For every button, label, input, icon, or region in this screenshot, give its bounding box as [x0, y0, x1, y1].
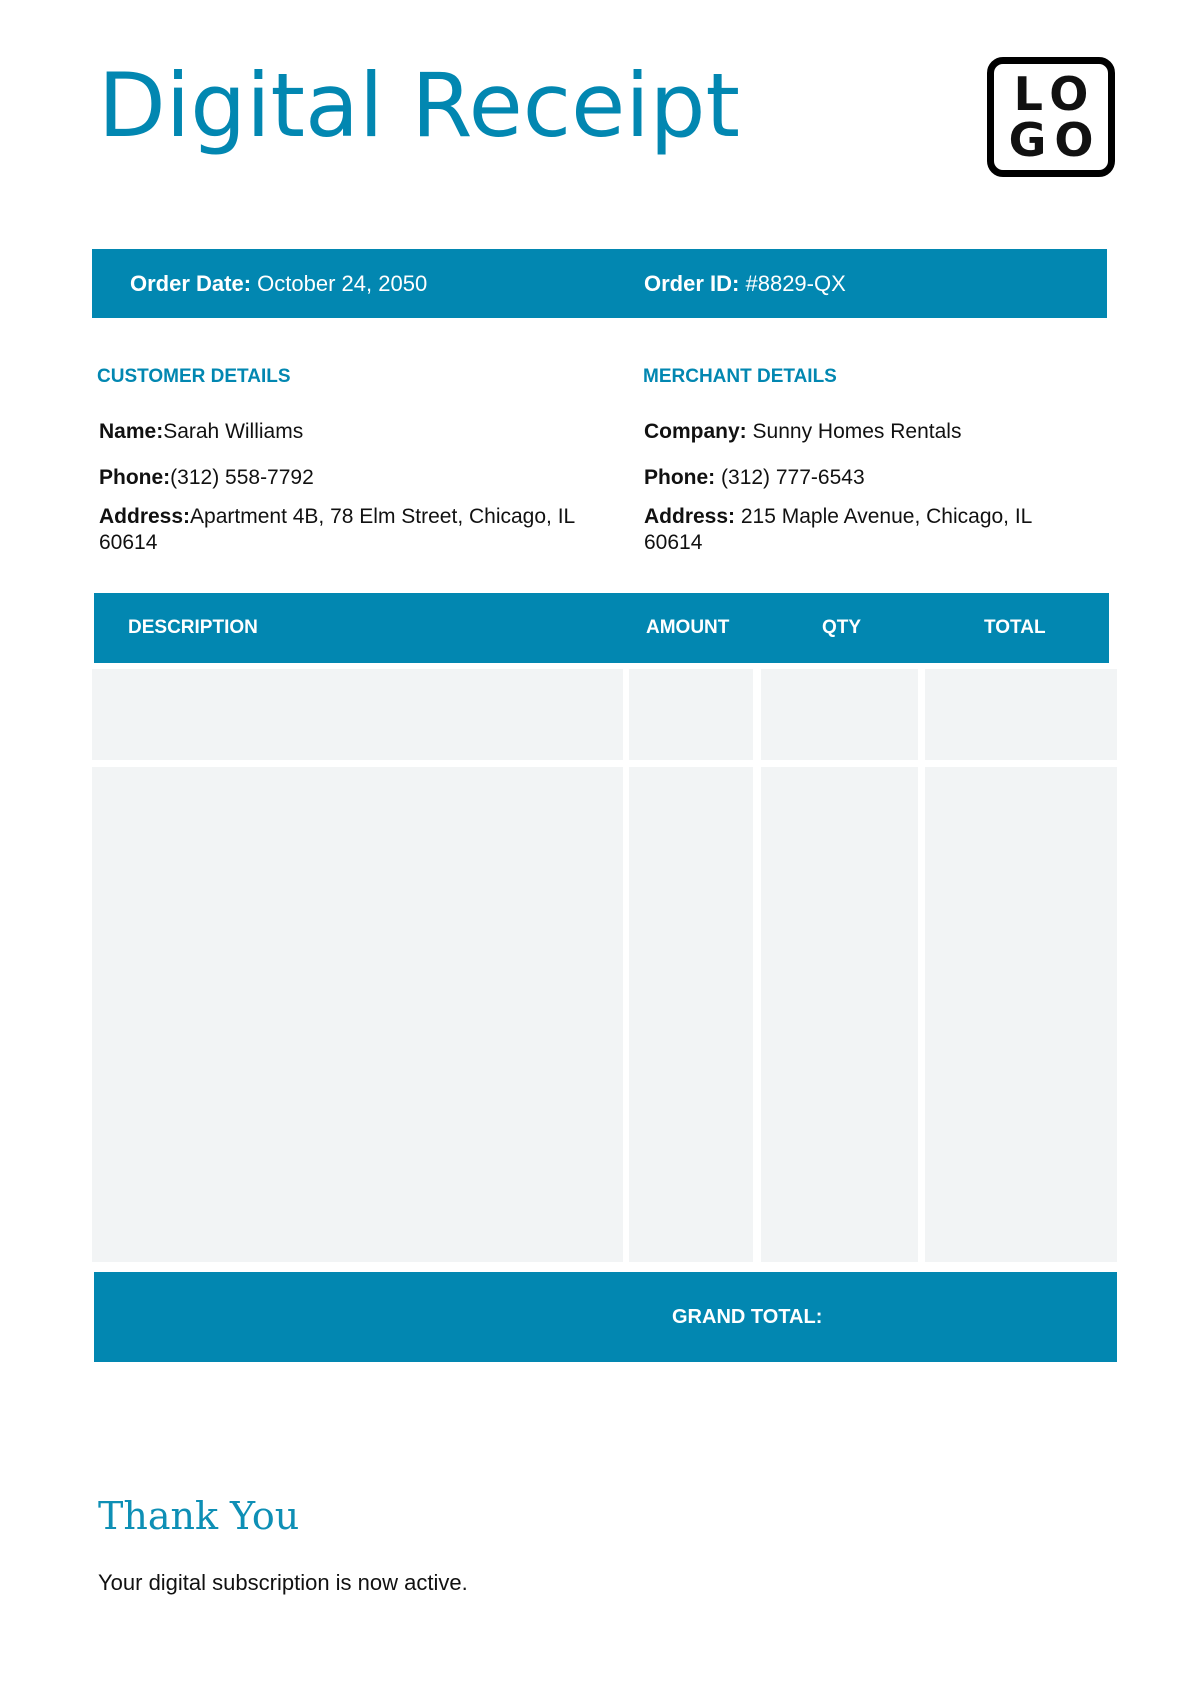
- value: Sarah Williams: [163, 420, 304, 443]
- order-id-value: #8829-QX: [745, 271, 846, 296]
- order-date-value: October 24, 2050: [257, 271, 428, 296]
- qty-cell: [761, 669, 918, 760]
- value: Apartment 4B, 78 Elm Street, Chicago, IL 60614: [99, 505, 575, 554]
- table-header: [94, 593, 1109, 663]
- amount-cell: [629, 669, 753, 760]
- order-info-bar: [92, 249, 1107, 318]
- order-date-label: Order Date:: [130, 271, 252, 296]
- column-amount: AMOUNT: [646, 617, 730, 638]
- value: 215 Maple Avenue, Chicago, IL 60614: [644, 505, 1032, 554]
- customer-address: [99, 504, 619, 556]
- merchant-phone: [644, 465, 1164, 491]
- merchant-details-heading: MERCHANT DETAILS: [643, 366, 837, 387]
- logo-line-1: LO: [1013, 67, 1097, 121]
- page-title: Digital Receipt: [98, 54, 741, 157]
- customer-name: [99, 419, 619, 445]
- customer-details-heading: CUSTOMER DETAILS: [97, 366, 291, 387]
- value: (312) 558-7792: [170, 466, 314, 489]
- order-id-label: Order ID:: [644, 271, 740, 296]
- amount-cell: [629, 767, 753, 1262]
- value: (312) 777-6543: [721, 466, 865, 489]
- total-cell: [925, 767, 1117, 1262]
- description-cell: [92, 669, 623, 760]
- label: Address:: [99, 505, 191, 528]
- column-description: DESCRIPTION: [128, 617, 258, 638]
- label: Address:: [644, 505, 736, 528]
- column-total: TOTAL: [984, 617, 1046, 638]
- customer-phone: [99, 465, 619, 491]
- grand-total-label: GRAND TOTAL:: [672, 1306, 823, 1328]
- subscription-message: Your digital subscription is now active.: [98, 1570, 468, 1595]
- grand-total-bar: [94, 1272, 1117, 1362]
- label: Phone:: [99, 466, 171, 489]
- merchant-address: [644, 504, 1084, 556]
- thank-you-heading: Thank You: [98, 1494, 300, 1538]
- total-cell: [925, 669, 1117, 760]
- order-id: [644, 249, 846, 318]
- description-cell: [92, 767, 623, 1262]
- logo: [987, 57, 1115, 177]
- qty-cell: [761, 767, 918, 1262]
- logo-line-2: GO: [1008, 113, 1102, 167]
- label: Company:: [644, 420, 747, 443]
- order-date: [130, 249, 427, 318]
- value: Sunny Homes Rentals: [752, 420, 962, 443]
- label: Name:: [99, 420, 164, 443]
- label: Phone:: [644, 466, 716, 489]
- merchant-company: [644, 419, 1164, 445]
- column-qty: QTY: [822, 617, 862, 638]
